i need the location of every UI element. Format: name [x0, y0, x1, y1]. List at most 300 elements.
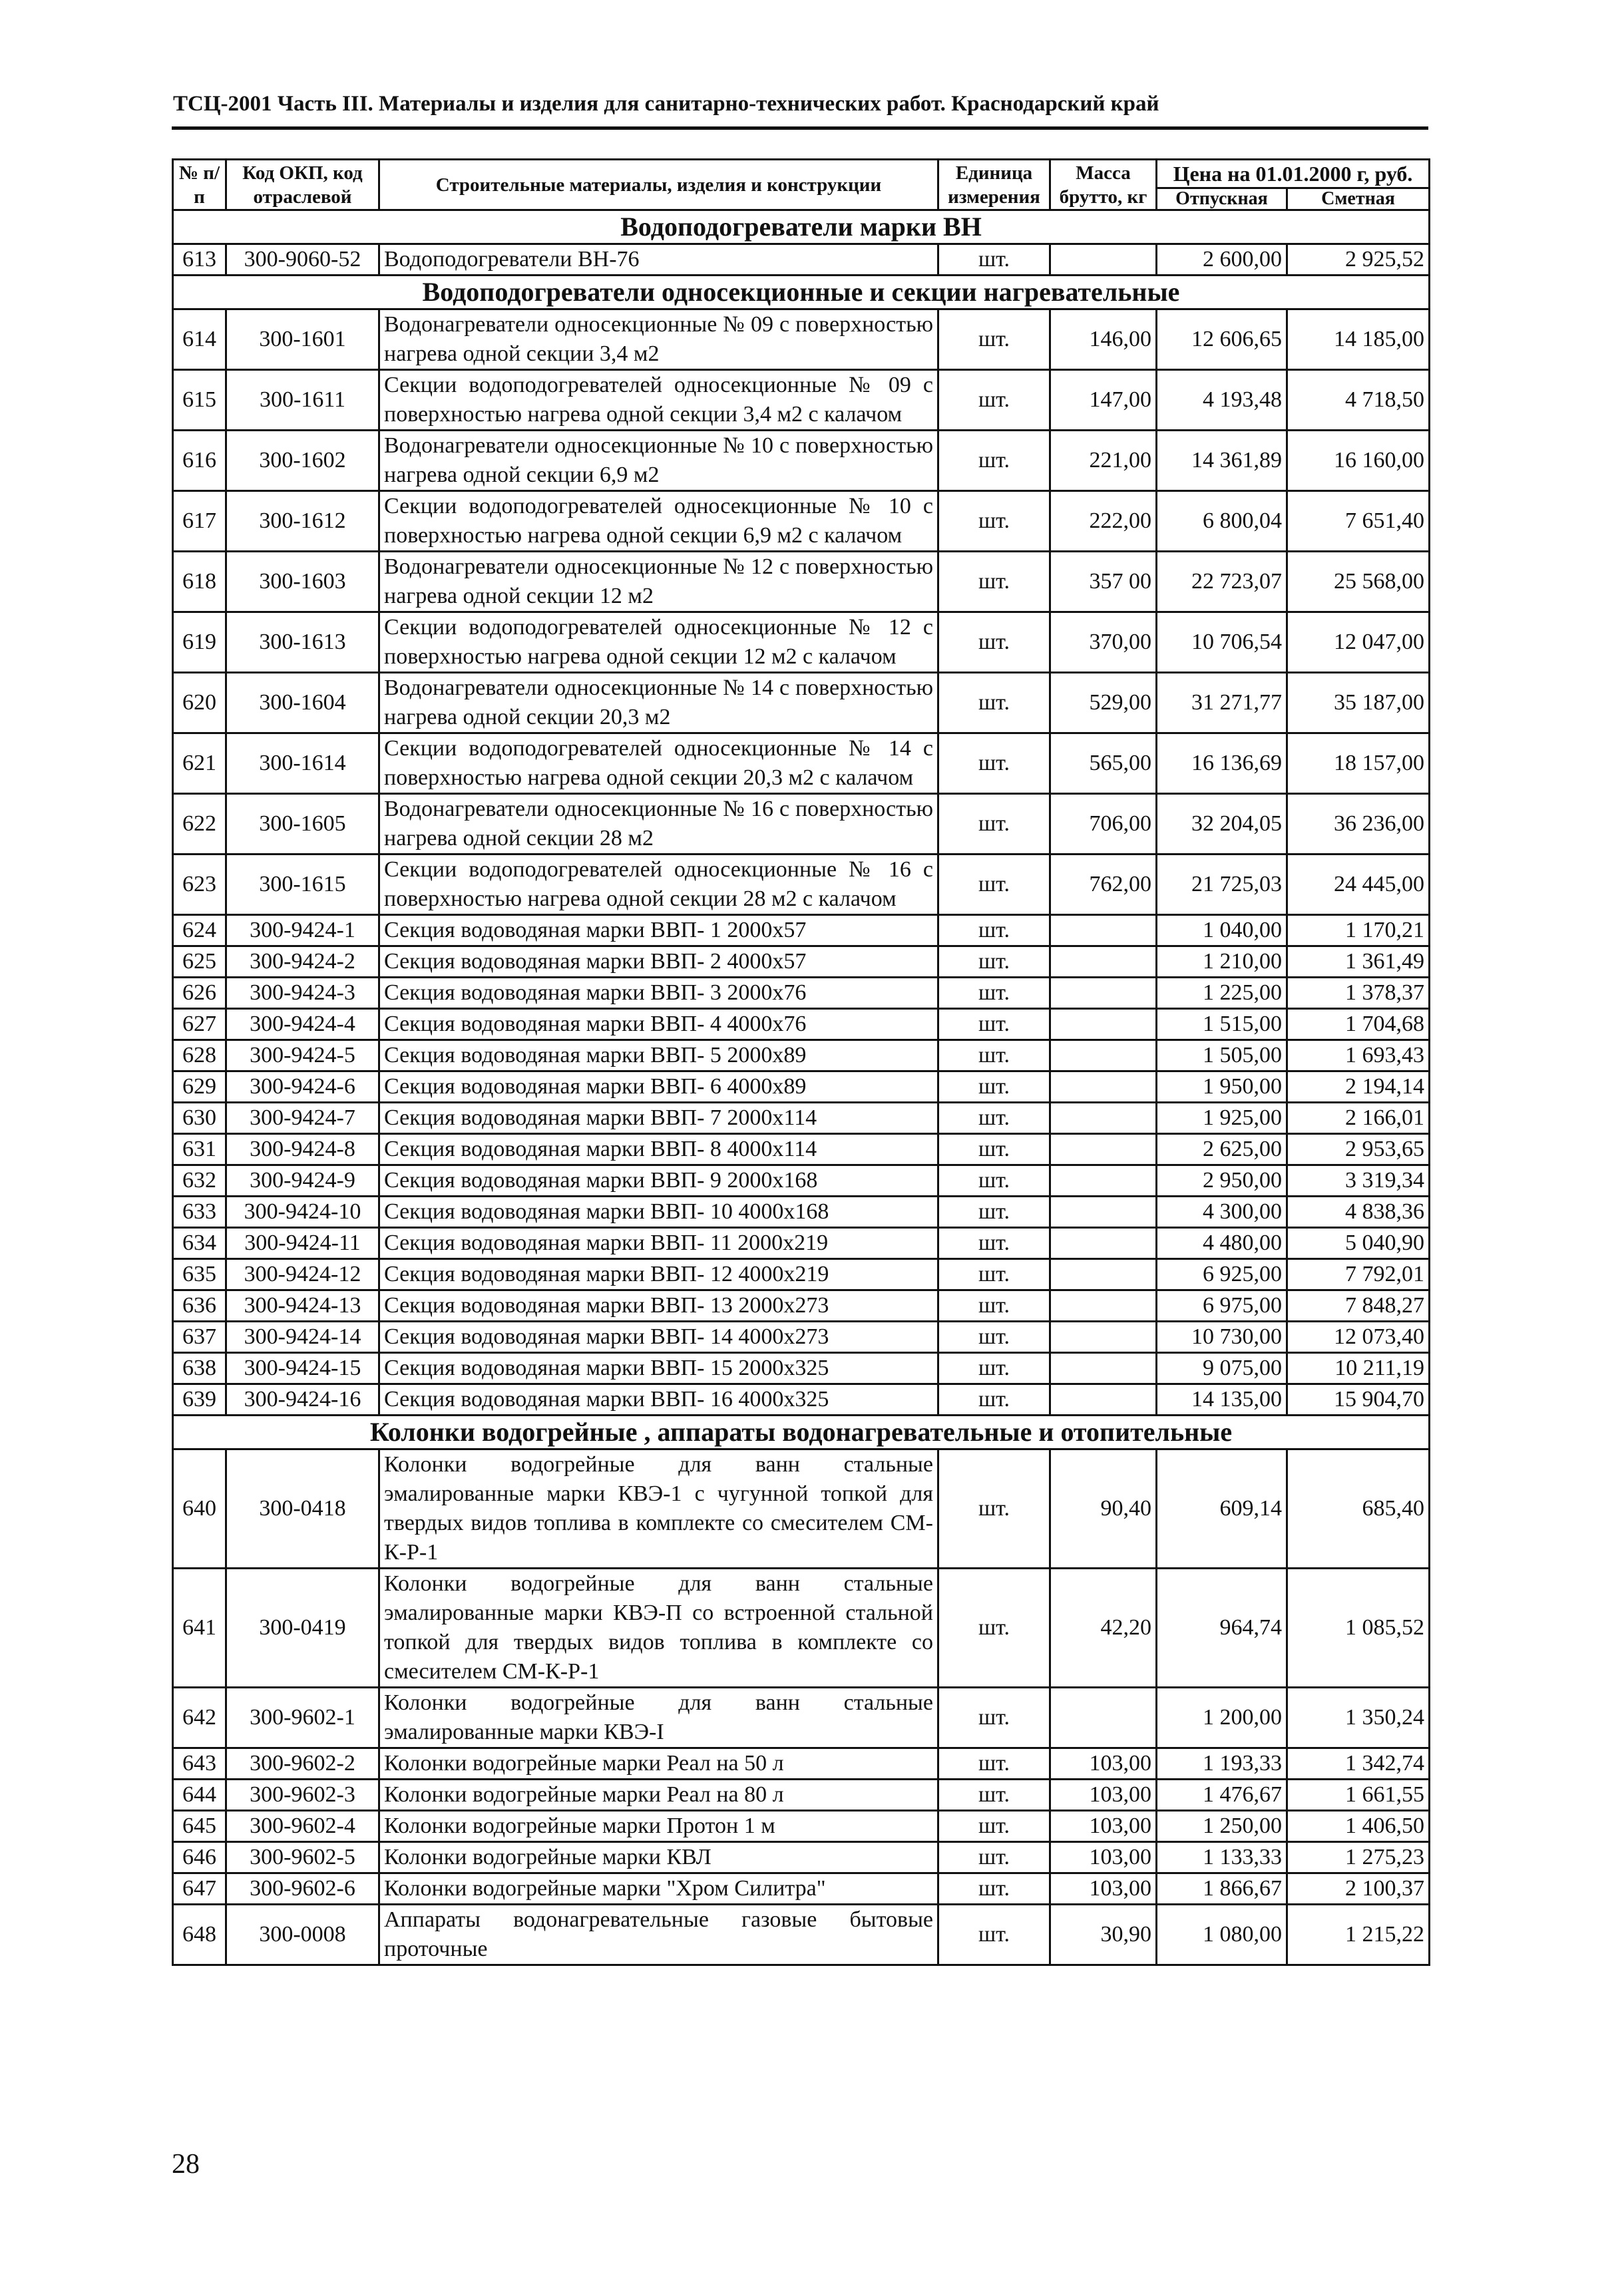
cell-name: Водоподогреватели ВН-76 [379, 244, 938, 276]
cell-num: 619 [173, 612, 226, 673]
cell-price-estimate: 3 319,34 [1287, 1165, 1430, 1197]
cell-price-release: 1 950,00 [1157, 1071, 1287, 1103]
cell-name: Секция водоводяная марки ВВП- 16 4000x325 [379, 1384, 938, 1416]
cell-mass: 529,00 [1050, 673, 1157, 733]
cell-num: 613 [173, 244, 226, 276]
table-row [173, 1449, 1430, 1569]
cell-name: Водонагреватели односекционные № 10 с поверхностью нагрева одной секции 6,9 м2 [379, 431, 938, 491]
cell-unit: шт. [938, 1748, 1050, 1780]
cell-code: 300-1603 [226, 552, 379, 612]
cell-mass [1050, 244, 1157, 276]
cell-name: Водонагреватели односекционные № 09 с поверхностью нагрева одной секции 3,4 м2 [379, 309, 938, 370]
cell-num: 639 [173, 1384, 226, 1416]
table-row [173, 612, 1430, 673]
cell-price-estimate: 2 166,01 [1287, 1103, 1430, 1134]
table-row [173, 733, 1430, 794]
cell-num: 624 [173, 915, 226, 946]
cell-code: 300-9602-4 [226, 1811, 379, 1842]
cell-price-estimate: 685,40 [1287, 1449, 1430, 1569]
cell-code: 300-9602-2 [226, 1748, 379, 1780]
cell-code: 300-9602-5 [226, 1842, 379, 1873]
col-header-unit: Единица измерения [938, 160, 1050, 210]
cell-price-estimate: 1 275,23 [1287, 1842, 1430, 1873]
cell-code: 300-9602-1 [226, 1688, 379, 1748]
cell-num: 615 [173, 370, 226, 431]
cell-price-release: 31 271,77 [1157, 673, 1287, 733]
cell-code: 300-1605 [226, 794, 379, 855]
cell-price-release: 12 606,65 [1157, 309, 1287, 370]
col-header-num: № п/п [173, 160, 226, 210]
cell-price-estimate: 24 445,00 [1287, 855, 1430, 915]
cell-mass: 221,00 [1050, 431, 1157, 491]
cell-name: Секция водоводяная марки ВВП- 6 4000x89 [379, 1071, 938, 1103]
cell-code: 300-9424-10 [226, 1197, 379, 1228]
cell-price-release: 1 250,00 [1157, 1811, 1287, 1842]
cell-price-release: 1 080,00 [1157, 1905, 1287, 1965]
cell-price-release: 21 725,03 [1157, 855, 1287, 915]
cell-price-release: 609,14 [1157, 1449, 1287, 1569]
cell-num: 634 [173, 1228, 226, 1259]
cell-unit: шт. [938, 915, 1050, 946]
cell-mass: 147,00 [1050, 370, 1157, 431]
table-row [173, 1905, 1430, 1965]
cell-price-estimate: 2 194,14 [1287, 1071, 1430, 1103]
table-row [173, 552, 1430, 612]
cell-price-release: 2 625,00 [1157, 1134, 1287, 1165]
cell-mass [1050, 1009, 1157, 1040]
cell-num: 620 [173, 673, 226, 733]
table-row [173, 1748, 1430, 1780]
table-row [173, 1569, 1430, 1688]
cell-name: Секция водоводяная марки ВВП- 2 4000x57 [379, 946, 938, 978]
cell-unit: шт. [938, 946, 1050, 978]
cell-mass [1050, 978, 1157, 1009]
cell-num: 637 [173, 1322, 226, 1353]
cell-code: 300-9424-16 [226, 1384, 379, 1416]
cell-name: Секции водоподогревателей односекционные № 14 с поверхностью нагрева одной секции 20,3 м2 с калачом [379, 733, 938, 794]
cell-num: 627 [173, 1009, 226, 1040]
cell-code: 300-1614 [226, 733, 379, 794]
cell-price-estimate: 1 693,43 [1287, 1040, 1430, 1071]
cell-price-release: 1 515,00 [1157, 1009, 1287, 1040]
cell-num: 633 [173, 1197, 226, 1228]
cell-unit: шт. [938, 1449, 1050, 1569]
cell-unit: шт. [938, 1040, 1050, 1071]
cell-name: Колонки водогрейные марки Реал на 80 л [379, 1780, 938, 1811]
cell-mass: 565,00 [1050, 733, 1157, 794]
cell-num: 647 [173, 1873, 226, 1905]
cell-name: Секция водоводяная марки ВВП- 10 4000x168 [379, 1197, 938, 1228]
cell-price-release: 14 135,00 [1157, 1384, 1287, 1416]
cell-price-estimate: 2 925,52 [1287, 244, 1430, 276]
cell-name: Секции водоподогревателей односекционные № 16 с поверхностью нагрева одной секции 28 м2 с калачом [379, 855, 938, 915]
cell-price-release: 1 040,00 [1157, 915, 1287, 946]
cell-price-release: 6 975,00 [1157, 1290, 1287, 1322]
cell-price-release: 1 866,67 [1157, 1873, 1287, 1905]
cell-price-estimate: 1 704,68 [1287, 1009, 1430, 1040]
cell-price-estimate: 1 361,49 [1287, 946, 1430, 978]
cell-price-release: 6 925,00 [1157, 1259, 1287, 1290]
cell-code: 300-9602-3 [226, 1780, 379, 1811]
cell-price-estimate: 1 215,22 [1287, 1905, 1430, 1965]
cell-price-estimate: 1 378,37 [1287, 978, 1430, 1009]
cell-mass [1050, 1259, 1157, 1290]
cell-code: 300-9424-2 [226, 946, 379, 978]
section-title: Водоподогреватели марки ВН [173, 210, 1430, 244]
cell-code: 300-9424-11 [226, 1228, 379, 1259]
table-row [173, 491, 1430, 552]
cell-unit: шт. [938, 794, 1050, 855]
table-row [173, 431, 1430, 491]
cell-name: Секции водоподогревателей односекционные № 09 с поверхностью нагрева одной секции 3,4 м2 с калачом [379, 370, 938, 431]
cell-mass [1050, 1071, 1157, 1103]
cell-num: 622 [173, 794, 226, 855]
cell-unit: шт. [938, 1071, 1050, 1103]
cell-price-estimate: 35 187,00 [1287, 673, 1430, 733]
cell-price-release: 10 706,54 [1157, 612, 1287, 673]
table-body [173, 210, 1430, 1965]
cell-price-estimate: 1 350,24 [1287, 1688, 1430, 1748]
col-header-price-group: Цена на 01.01.2000 г, руб. [1157, 160, 1430, 188]
cell-mass: 42,20 [1050, 1569, 1157, 1688]
cell-unit: шт. [938, 733, 1050, 794]
cell-code: 300-0419 [226, 1569, 379, 1688]
cell-unit: шт. [938, 1009, 1050, 1040]
table-row [173, 1259, 1430, 1290]
cell-num: 629 [173, 1071, 226, 1103]
cell-price-estimate: 1 406,50 [1287, 1811, 1430, 1842]
cell-num: 632 [173, 1165, 226, 1197]
cell-name: Секция водоводяная марки ВВП- 14 4000x273 [379, 1322, 938, 1353]
cell-code: 300-1602 [226, 431, 379, 491]
cell-price-release: 10 730,00 [1157, 1322, 1287, 1353]
cell-mass [1050, 1165, 1157, 1197]
cell-code: 300-9424-12 [226, 1259, 379, 1290]
cell-code: 300-1604 [226, 673, 379, 733]
cell-mass: 30,90 [1050, 1905, 1157, 1965]
cell-name: Секция водоводяная марки ВВП- 4 4000x76 [379, 1009, 938, 1040]
cell-name: Секция водоводяная марки ВВП- 15 2000x325 [379, 1353, 938, 1384]
cell-num: 617 [173, 491, 226, 552]
table-row [173, 1009, 1430, 1040]
cell-price-estimate: 2 100,37 [1287, 1873, 1430, 1905]
table-row [173, 1290, 1430, 1322]
table-row [173, 1353, 1430, 1384]
cell-unit: шт. [938, 673, 1050, 733]
cell-price-release: 1 193,33 [1157, 1748, 1287, 1780]
cell-mass: 357 00 [1050, 552, 1157, 612]
cell-price-release: 1 133,33 [1157, 1842, 1287, 1873]
table-row [173, 1842, 1430, 1873]
cell-name: Колонки водогрейные марки КВЛ [379, 1842, 938, 1873]
cell-name: Секция водоводяная марки ВВП- 8 4000x114 [379, 1134, 938, 1165]
cell-name: Аппараты водонагревательные газовые бытовые проточные [379, 1905, 938, 1965]
cell-num: 635 [173, 1259, 226, 1290]
cell-mass: 370,00 [1050, 612, 1157, 673]
table-row [173, 1165, 1430, 1197]
cell-price-release: 6 800,04 [1157, 491, 1287, 552]
cell-price-release: 4 193,48 [1157, 370, 1287, 431]
header-rule [172, 126, 1428, 130]
cell-price-estimate: 2 953,65 [1287, 1134, 1430, 1165]
cell-price-estimate: 7 792,01 [1287, 1259, 1430, 1290]
price-table [172, 158, 1430, 1966]
cell-unit: шт. [938, 1228, 1050, 1259]
cell-mass: 103,00 [1050, 1748, 1157, 1780]
cell-name: Секция водоводяная марки ВВП- 11 2000x219 [379, 1228, 938, 1259]
cell-price-estimate: 18 157,00 [1287, 733, 1430, 794]
cell-price-estimate: 10 211,19 [1287, 1353, 1430, 1384]
table-row [173, 244, 1430, 276]
cell-code: 300-1611 [226, 370, 379, 431]
page-number: 28 [172, 2149, 200, 2180]
table-row [173, 1688, 1430, 1748]
cell-unit: шт. [938, 1353, 1050, 1384]
cell-name: Секция водоводяная марки ВВП- 7 2000x114 [379, 1103, 938, 1134]
cell-mass [1050, 1688, 1157, 1748]
cell-num: 638 [173, 1353, 226, 1384]
cell-code: 300-1615 [226, 855, 379, 915]
section-title: Водоподогреватели односекционные и секции нагревательные [173, 276, 1430, 309]
cell-num: 616 [173, 431, 226, 491]
table-row [173, 1071, 1430, 1103]
cell-mass [1050, 1134, 1157, 1165]
cell-mass [1050, 1197, 1157, 1228]
cell-mass: 103,00 [1050, 1811, 1157, 1842]
cell-mass: 706,00 [1050, 794, 1157, 855]
cell-num: 628 [173, 1040, 226, 1071]
cell-price-estimate: 12 047,00 [1287, 612, 1430, 673]
col-header-price-estimate: Сметная [1287, 188, 1430, 210]
cell-unit: шт. [938, 1569, 1050, 1688]
cell-name: Колонки водогрейные марки Реал на 50 л [379, 1748, 938, 1780]
cell-price-estimate: 36 236,00 [1287, 794, 1430, 855]
table-row [173, 309, 1430, 370]
cell-price-estimate: 5 040,90 [1287, 1228, 1430, 1259]
cell-code: 300-9060-52 [226, 244, 379, 276]
cell-unit: шт. [938, 552, 1050, 612]
cell-num: 636 [173, 1290, 226, 1322]
page-header: ТСЦ-2001 Часть III. Материалы и изделия для санитарно-технических работ. Краснодарский край [173, 92, 1159, 116]
section-title: Колонки водогрейные , аппараты водонагревательные и отопительные [173, 1416, 1430, 1449]
cell-num: 614 [173, 309, 226, 370]
cell-price-release: 2 600,00 [1157, 244, 1287, 276]
cell-mass [1050, 1290, 1157, 1322]
cell-code: 300-9424-7 [226, 1103, 379, 1134]
cell-name: Секция водоводяная марки ВВП- 13 2000x273 [379, 1290, 938, 1322]
cell-unit: шт. [938, 1811, 1050, 1842]
table-row [173, 1811, 1430, 1842]
cell-unit: шт. [938, 1842, 1050, 1873]
cell-name: Колонки водогрейные для ванн стальные эмалированные марки КВЭ-П со встроенной стальной топкой для твердых видов топлива в комплекте со смесителем СМ-К-Р-1 [379, 1569, 938, 1688]
cell-price-estimate: 1 170,21 [1287, 915, 1430, 946]
cell-name: Колонки водогрейные для ванн стальные эмалированные марки КВЭ-I [379, 1688, 938, 1748]
table-row [173, 978, 1430, 1009]
cell-price-release: 2 950,00 [1157, 1165, 1287, 1197]
cell-name: Колонки водогрейные марки "Хром Силитра" [379, 1873, 938, 1905]
cell-unit: шт. [938, 978, 1050, 1009]
table-row [173, 1780, 1430, 1811]
cell-unit: шт. [938, 1384, 1050, 1416]
cell-name: Колонки водогрейные для ванн стальные эмалированные марки КВЭ-1 с чугунной топкой для твердых видов топлива в комплекте со смесителем СМ-К-Р-1 [379, 1449, 938, 1569]
cell-num: 643 [173, 1748, 226, 1780]
cell-name: Секция водоводяная марки ВВП- 1 2000x57 [379, 915, 938, 946]
cell-unit: шт. [938, 244, 1050, 276]
cell-num: 621 [173, 733, 226, 794]
cell-price-release: 1 505,00 [1157, 1040, 1287, 1071]
cell-unit: шт. [938, 1134, 1050, 1165]
cell-price-release: 1 476,67 [1157, 1780, 1287, 1811]
cell-code: 300-0008 [226, 1905, 379, 1965]
cell-price-release: 1 210,00 [1157, 946, 1287, 978]
cell-code: 300-1612 [226, 491, 379, 552]
cell-price-estimate: 16 160,00 [1287, 431, 1430, 491]
cell-num: 631 [173, 1134, 226, 1165]
cell-code: 300-9424-9 [226, 1165, 379, 1197]
cell-price-estimate: 4 718,50 [1287, 370, 1430, 431]
col-header-name: Строительные материалы, изделия и конструкции [379, 160, 938, 210]
cell-mass: 103,00 [1050, 1842, 1157, 1873]
cell-mass [1050, 915, 1157, 946]
cell-num: 625 [173, 946, 226, 978]
table-row [173, 1384, 1430, 1416]
cell-code: 300-9424-8 [226, 1134, 379, 1165]
cell-price-estimate: 4 838,36 [1287, 1197, 1430, 1228]
col-header-code: Код ОКП, код отраслевой [226, 160, 379, 210]
cell-unit: шт. [938, 855, 1050, 915]
table-row [173, 1134, 1430, 1165]
cell-price-release: 1 925,00 [1157, 1103, 1287, 1134]
table-row [173, 946, 1430, 978]
cell-mass: 90,40 [1050, 1449, 1157, 1569]
cell-name: Секция водоводяная марки ВВП- 9 2000x168 [379, 1165, 938, 1197]
cell-unit: шт. [938, 309, 1050, 370]
cell-name: Секция водоводяная марки ВВП- 3 2000x76 [379, 978, 938, 1009]
cell-name: Секции водоподогревателей односекционные № 10 с поверхностью нагрева одной секции 6,9 м2 с калачом [379, 491, 938, 552]
table-row [173, 1228, 1430, 1259]
cell-num: 646 [173, 1842, 226, 1873]
cell-unit: шт. [938, 1688, 1050, 1748]
table-row [173, 673, 1430, 733]
cell-name: Секции водоподогревателей односекционные № 12 с поверхностью нагрева одной секции 12 м2 с калачом [379, 612, 938, 673]
cell-unit: шт. [938, 1103, 1050, 1134]
cell-num: 630 [173, 1103, 226, 1134]
cell-mass [1050, 1384, 1157, 1416]
cell-mass [1050, 1103, 1157, 1134]
cell-name: Водонагреватели односекционные № 12 с поверхностью нагрева одной секции 12 м2 [379, 552, 938, 612]
cell-unit: шт. [938, 1873, 1050, 1905]
cell-price-estimate: 12 073,40 [1287, 1322, 1430, 1353]
cell-num: 642 [173, 1688, 226, 1748]
cell-code: 300-1613 [226, 612, 379, 673]
cell-code: 300-9424-6 [226, 1071, 379, 1103]
cell-unit: шт. [938, 1259, 1050, 1290]
cell-price-estimate: 1 661,55 [1287, 1780, 1430, 1811]
cell-unit: шт. [938, 1780, 1050, 1811]
cell-num: 623 [173, 855, 226, 915]
cell-name: Секция водоводяная марки ВВП- 5 2000x89 [379, 1040, 938, 1071]
cell-unit: шт. [938, 431, 1050, 491]
table-row [173, 855, 1430, 915]
table-row [173, 370, 1430, 431]
cell-mass [1050, 1040, 1157, 1071]
cell-unit: шт. [938, 1290, 1050, 1322]
cell-mass: 103,00 [1050, 1873, 1157, 1905]
cell-mass [1050, 946, 1157, 978]
cell-name: Колонки водогрейные марки Протон 1 м [379, 1811, 938, 1842]
cell-code: 300-9424-13 [226, 1290, 379, 1322]
cell-unit: шт. [938, 1165, 1050, 1197]
cell-price-estimate: 1 342,74 [1287, 1748, 1430, 1780]
cell-num: 648 [173, 1905, 226, 1965]
cell-mass [1050, 1353, 1157, 1384]
cell-mass [1050, 1322, 1157, 1353]
cell-price-estimate: 1 085,52 [1287, 1569, 1430, 1688]
col-header-mass: Масса брутто, кг [1050, 160, 1157, 210]
cell-num: 640 [173, 1449, 226, 1569]
table-row [173, 1322, 1430, 1353]
cell-mass: 762,00 [1050, 855, 1157, 915]
cell-num: 645 [173, 1811, 226, 1842]
cell-code: 300-9424-4 [226, 1009, 379, 1040]
cell-price-release: 32 204,05 [1157, 794, 1287, 855]
cell-price-release: 4 480,00 [1157, 1228, 1287, 1259]
cell-mass: 146,00 [1050, 309, 1157, 370]
cell-name: Водонагреватели односекционные № 16 с поверхностью нагрева одной секции 28 м2 [379, 794, 938, 855]
table-row [173, 1197, 1430, 1228]
cell-price-estimate: 15 904,70 [1287, 1384, 1430, 1416]
cell-price-estimate: 7 651,40 [1287, 491, 1430, 552]
cell-name: Водонагреватели односекционные № 14 с поверхностью нагрева одной секции 20,3 м2 [379, 673, 938, 733]
cell-price-release: 964,74 [1157, 1569, 1287, 1688]
cell-price-release: 1 225,00 [1157, 978, 1287, 1009]
cell-price-estimate: 7 848,27 [1287, 1290, 1430, 1322]
cell-num: 641 [173, 1569, 226, 1688]
table-row [173, 915, 1430, 946]
cell-code: 300-9424-5 [226, 1040, 379, 1071]
cell-price-release: 14 361,89 [1157, 431, 1287, 491]
cell-num: 644 [173, 1780, 226, 1811]
cell-name: Секция водоводяная марки ВВП- 12 4000x219 [379, 1259, 938, 1290]
cell-price-estimate: 14 185,00 [1287, 309, 1430, 370]
cell-price-release: 9 075,00 [1157, 1353, 1287, 1384]
table-row [173, 1103, 1430, 1134]
cell-code: 300-9424-14 [226, 1322, 379, 1353]
cell-code: 300-9424-3 [226, 978, 379, 1009]
cell-code: 300-9424-15 [226, 1353, 379, 1384]
cell-price-estimate: 25 568,00 [1287, 552, 1430, 612]
cell-mass: 222,00 [1050, 491, 1157, 552]
cell-code: 300-9424-1 [226, 915, 379, 946]
col-header-price-release: Отпускная [1157, 188, 1287, 210]
table-row [173, 1040, 1430, 1071]
cell-price-release: 22 723,07 [1157, 552, 1287, 612]
cell-unit: шт. [938, 612, 1050, 673]
cell-unit: шт. [938, 1322, 1050, 1353]
cell-num: 618 [173, 552, 226, 612]
cell-code: 300-1601 [226, 309, 379, 370]
cell-price-release: 1 200,00 [1157, 1688, 1287, 1748]
cell-num: 626 [173, 978, 226, 1009]
table-row [173, 1873, 1430, 1905]
cell-mass [1050, 1228, 1157, 1259]
cell-mass: 103,00 [1050, 1780, 1157, 1811]
cell-code: 300-0418 [226, 1449, 379, 1569]
cell-unit: шт. [938, 370, 1050, 431]
table-row [173, 794, 1430, 855]
cell-unit: шт. [938, 491, 1050, 552]
cell-code: 300-9602-6 [226, 1873, 379, 1905]
